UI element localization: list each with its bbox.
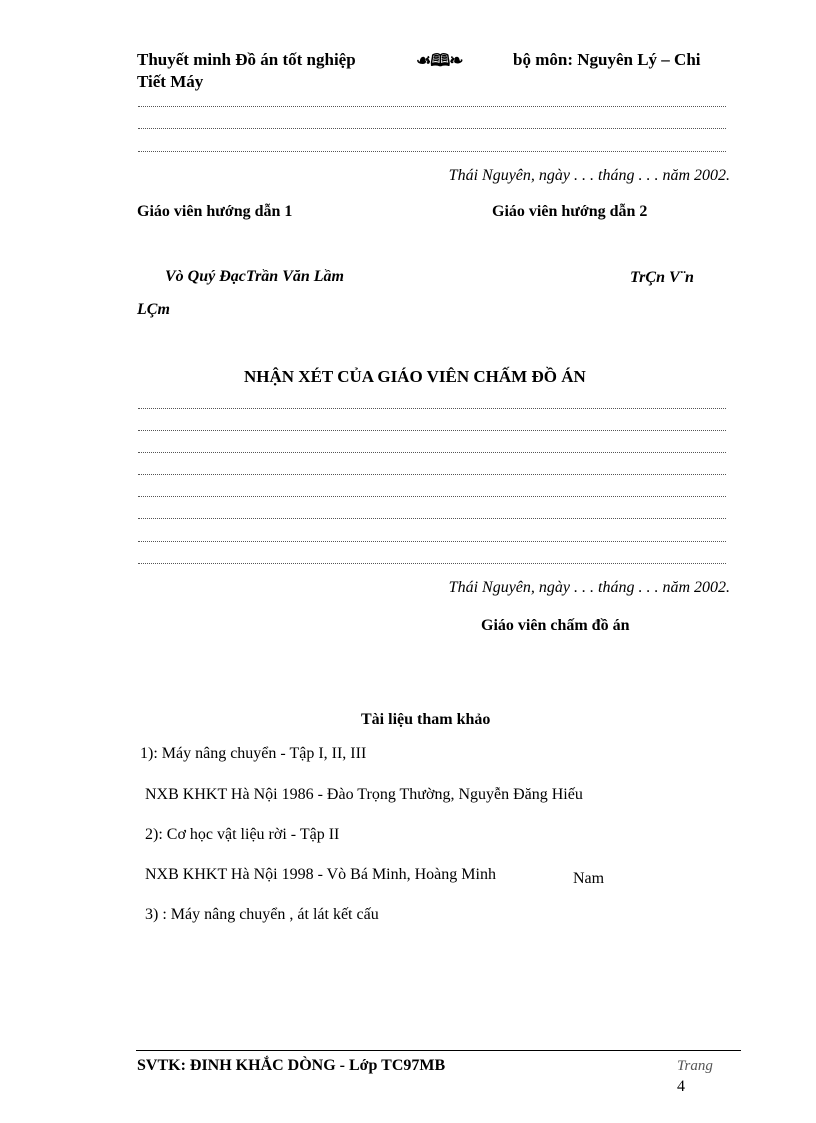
review-heading: NHẬN XÉT CỦA GIÁO VIÊN CHẤM ĐỒ ÁN [244,367,586,386]
ornament-icon: ☙🕮❧ [416,51,463,70]
supervisor-names: Vò Quý ĐạcTrần Văn Lầm [165,268,344,285]
reference-item: 2): Cơ học vật liệu rời - Tập II [145,826,340,843]
header-continuation: Tiết Máy [137,72,204,91]
reference-item: NXB KHKT Hà Nội 1986 - Đào Trọng Thường, Nguyễn Đăng Hiếu [145,786,583,803]
header-department: bộ môn: Nguyên Lý – Chi [513,50,701,69]
dotted-line [138,452,726,453]
footer-page-number: 4 [677,1078,685,1095]
header-title: Thuyết minh Đồ án tốt nghiệp [137,50,356,69]
dotted-line [138,408,726,409]
grader-title: Giáo viên chấm đồ án [481,617,630,634]
review-date-line: Thái Nguyên, ngày . . . tháng . . . năm 2002. [448,579,730,596]
supervisor2-title: Giáo viên hướng dẫn 2 [492,203,648,220]
dotted-line [138,563,726,564]
dotted-line [138,496,726,497]
dotted-line [138,541,726,542]
reference-item: 3) : Máy nâng chuyển , át lát kết cấu [145,906,379,923]
footer-student: SVTK: ĐINH KHẮC DÒNG - Lớp TC97MB [137,1057,446,1074]
supervisor1-title: Giáo viên hướng dẫn 1 [137,203,293,220]
footer-page-label: Trang [677,1058,713,1074]
references-heading: Tài liệu tham khảo [361,711,491,728]
supervisor2-name-cont: LÇm [137,301,170,318]
dotted-line [138,151,726,152]
reference-item: 1): Máy nâng chuyển - Tập I, II, III [140,745,367,762]
dotted-line [138,518,726,519]
reference-item: NXB KHKT Hà Nội 1998 - Vò Bá Minh, Hoàng Minh [145,866,496,883]
dotted-line [138,128,726,129]
supervisor2-name: TrÇn V¨n [630,269,694,286]
dotted-line [138,106,726,107]
footer-rule [136,1050,741,1051]
reference-item-cont: Nam [573,870,605,887]
date-line: Thái Nguyên, ngày . . . tháng . . . năm 2002. [448,167,730,184]
dotted-line [138,430,726,431]
dotted-line [138,474,726,475]
